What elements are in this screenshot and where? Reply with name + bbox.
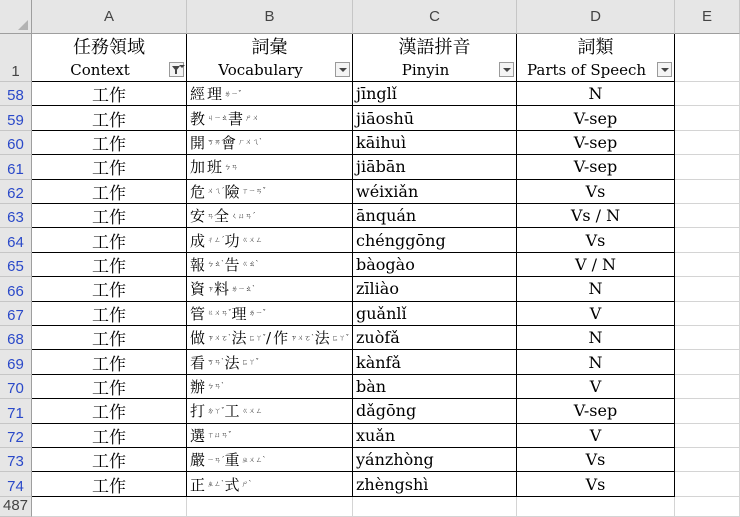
empty-cell[interactable] — [675, 131, 740, 155]
context-cell[interactable]: 工作 — [32, 326, 187, 350]
zhuyin-annotation: ㄢ — [207, 211, 215, 220]
row-header[interactable]: 67 — [0, 302, 32, 326]
part-of-speech-cell[interactable]: N — [517, 82, 675, 106]
header-chinese-label: 詞類 — [577, 37, 614, 58]
context-cell[interactable]: 工作 — [32, 277, 187, 301]
empty-cell[interactable] — [187, 497, 353, 517]
zhuyin-annotation: ㄍㄨㄥ — [241, 236, 263, 245]
vocabulary-cell[interactable] — [187, 106, 353, 130]
part-of-speech-cell[interactable]: N — [517, 277, 675, 301]
pinyin-cell[interactable]: ānquán — [353, 204, 517, 228]
empty-cell[interactable] — [675, 399, 740, 423]
vocab-character: 看 — [190, 353, 208, 372]
vocab-character: 會 — [221, 133, 239, 152]
column-header-b[interactable]: B — [187, 0, 353, 34]
part-of-speech-cell[interactable]: Vs — [517, 448, 675, 472]
context-cell[interactable]: 工作 — [32, 82, 187, 106]
funnel-icon — [172, 65, 182, 75]
empty-cell[interactable] — [675, 375, 740, 399]
column-header-c[interactable]: C — [353, 0, 517, 34]
row-header-footer[interactable]: 487 — [0, 497, 32, 517]
empty-cell[interactable] — [675, 350, 740, 374]
filter-dropdown-button[interactable] — [499, 62, 514, 77]
vocab-character: 全 — [214, 207, 232, 226]
chevron-down-icon — [339, 68, 347, 72]
row-header[interactable]: 68 — [0, 326, 32, 350]
empty-cell[interactable] — [675, 106, 740, 130]
zhuyin-annotation: ㄒㄧㄢˇ — [241, 187, 267, 196]
header-english-label: Pinyin — [401, 61, 450, 79]
zhuyin-annotation: ㄓㄨㄥˋ — [241, 455, 267, 464]
vocabulary-cell[interactable] — [187, 302, 353, 326]
vocab-character: 法 — [314, 329, 332, 348]
empty-cell[interactable] — [675, 448, 740, 472]
zhuyin-annotation: ㄗㄨㄛˋ — [207, 333, 232, 342]
header-english-label: Context — [70, 61, 130, 79]
vocabulary-cell[interactable] — [187, 131, 353, 155]
vocabulary-cell[interactable] — [187, 399, 353, 423]
vocab-character: 正 — [190, 475, 208, 494]
vocabulary-cell[interactable] — [187, 448, 353, 472]
select-all-corner[interactable] — [0, 0, 32, 34]
context-cell[interactable]: 工作 — [32, 155, 187, 179]
context-cell[interactable]: 工作 — [32, 424, 187, 448]
vocab-character: 班 — [207, 158, 225, 177]
vocab-character: 成 — [190, 231, 208, 250]
pinyin-cell[interactable]: jiābān — [353, 155, 517, 179]
filter-dropdown-button[interactable] — [657, 62, 672, 77]
empty-cell[interactable] — [675, 326, 740, 350]
pinyin-cell[interactable]: bàn — [353, 375, 517, 399]
part-of-speech-cell[interactable]: V — [517, 302, 675, 326]
vocab-character: 理 — [207, 85, 225, 104]
column-header-e[interactable]: E — [675, 0, 740, 34]
header-cell-a[interactable] — [32, 34, 187, 82]
vocab-character: 法 — [224, 353, 242, 372]
zhuyin-annotation: ㄈㄚˇ — [331, 333, 350, 342]
vocab-character: 加 — [190, 158, 208, 177]
pinyin-cell[interactable]: wéixiǎn — [353, 180, 517, 204]
vocab-character: 教 — [190, 109, 208, 128]
context-cell[interactable]: 工作 — [32, 448, 187, 472]
vocab-character: 資 — [190, 280, 208, 299]
row-header[interactable]: 74 — [0, 472, 32, 496]
part-of-speech-cell[interactable]: V — [517, 424, 675, 448]
vocab-character: 作 — [273, 329, 291, 348]
vocab-character: 開 — [190, 133, 208, 152]
vocab-character: 做 — [190, 329, 208, 348]
header-cell-b[interactable] — [187, 34, 353, 82]
row-header[interactable]: 61 — [0, 155, 32, 179]
zhuyin-annotation: ㄈㄚˇ — [248, 333, 267, 342]
row-header[interactable]: 59 — [0, 106, 32, 130]
pinyin-cell[interactable]: guǎnlǐ — [353, 302, 517, 326]
context-cell[interactable]: 工作 — [32, 302, 187, 326]
zhuyin-annotation: ㄈㄚˇ — [241, 358, 260, 367]
vocabulary-cell[interactable] — [187, 375, 353, 399]
zhuyin-annotation: ㄅㄢ — [224, 162, 239, 171]
vocab-character: 辦 — [190, 377, 208, 396]
zhuyin-annotation: ㄅㄢˋ — [207, 382, 225, 391]
context-cell[interactable]: 工作 — [32, 180, 187, 204]
pinyin-cell[interactable]: zīliào — [353, 277, 517, 301]
part-of-speech-cell[interactable]: Vs — [517, 180, 675, 204]
context-cell[interactable]: 工作 — [32, 228, 187, 252]
pinyin-cell[interactable]: dǎgōng — [353, 399, 517, 423]
row-header[interactable]: 65 — [0, 253, 32, 277]
empty-cell[interactable] — [675, 155, 740, 179]
column-header-d[interactable]: D — [517, 0, 675, 34]
zhuyin-annotation: ㄗ — [207, 284, 215, 293]
zhuyin-annotation: ㄍㄨㄢˇ — [207, 309, 232, 318]
row-header[interactable]: 58 — [0, 82, 32, 106]
row-header[interactable]: 63 — [0, 204, 32, 228]
header-cell-c[interactable] — [353, 34, 517, 82]
zhuyin-annotation: ㄌㄧㄠˋ — [231, 284, 256, 293]
row-header[interactable]: 60 — [0, 131, 32, 155]
vocab-character: 險 — [224, 182, 242, 201]
part-of-speech-cell[interactable]: Vs — [517, 228, 675, 252]
part-of-speech-cell[interactable]: V-sep — [517, 131, 675, 155]
pinyin-cell[interactable]: yánzhòng — [353, 448, 517, 472]
vocab-character: 式 — [224, 475, 242, 494]
context-cell[interactable]: 工作 — [32, 253, 187, 277]
header-english-label: Vocabulary — [218, 61, 303, 79]
empty-cell[interactable] — [675, 302, 740, 326]
zhuyin-annotation: ㄍㄨㄥ — [241, 406, 263, 415]
vocab-character: 打 — [190, 402, 208, 421]
zhuyin-annotation: ㄓㄥˋ — [207, 480, 225, 489]
vocab-character: 重 — [224, 451, 242, 470]
pinyin-cell[interactable]: chénggōng — [353, 228, 517, 252]
row-header[interactable]: 64 — [0, 228, 32, 252]
vocab-character: 管 — [190, 304, 208, 323]
context-cell[interactable]: 工作 — [32, 131, 187, 155]
header-chinese-label: 任務領域 — [73, 37, 145, 58]
vocab-character: 書 — [228, 109, 246, 128]
empty-cell[interactable] — [517, 497, 675, 517]
zhuyin-annotation: ㄕㄨ — [245, 114, 260, 123]
part-of-speech-cell[interactable]: Vs / N — [517, 204, 675, 228]
zhuyin-annotation: ㄍㄠˋ — [241, 260, 260, 269]
vocabulary-cell[interactable] — [187, 204, 353, 228]
vocabulary-cell[interactable] — [187, 82, 353, 106]
cell-e1[interactable] — [675, 34, 740, 82]
header-english-label: Parts of Speech — [526, 61, 647, 79]
empty-cell[interactable] — [675, 253, 740, 277]
header-cell-d[interactable] — [517, 34, 675, 82]
context-cell[interactable]: 工作 — [32, 472, 187, 496]
vocab-character: 法 — [231, 329, 249, 348]
zhuyin-annotation: ㄔㄥˊ — [207, 236, 225, 245]
vocab-character: 工 — [224, 402, 242, 421]
pinyin-cell[interactable]: jiāoshū — [353, 106, 517, 130]
part-of-speech-cell[interactable]: Vs — [517, 472, 675, 496]
vocabulary-cell[interactable] — [187, 180, 353, 204]
zhuyin-annotation: ㄎㄞ — [207, 138, 222, 147]
pinyin-cell[interactable]: kànfǎ — [353, 350, 517, 374]
pinyin-cell[interactable]: bàogào — [353, 253, 517, 277]
vocab-character: 嚴 — [190, 451, 208, 470]
filter-dropdown-button[interactable] — [335, 62, 350, 77]
filter-active-button[interactable] — [169, 62, 184, 77]
zhuyin-annotation: ㄉㄚˇ — [207, 406, 225, 415]
part-of-speech-cell[interactable]: V / N — [517, 253, 675, 277]
pinyin-cell[interactable]: jīnglǐ — [353, 82, 517, 106]
chevron-down-icon — [503, 68, 511, 72]
empty-cell[interactable] — [675, 82, 740, 106]
part-of-speech-cell[interactable]: V — [517, 375, 675, 399]
context-cell[interactable]: 工作 — [32, 106, 187, 130]
vocab-character: 料 — [214, 280, 232, 299]
zhuyin-annotation: ㄕˋ — [241, 480, 253, 489]
part-of-speech-cell[interactable]: V-sep — [517, 399, 675, 423]
vocabulary-cell[interactable] — [187, 277, 353, 301]
vocabulary-cell[interactable] — [187, 350, 353, 374]
empty-cell[interactable] — [675, 180, 740, 204]
pinyin-cell[interactable]: xuǎn — [353, 424, 517, 448]
zhuyin-annotation: ㄒㄩㄢˇ — [207, 431, 232, 440]
row-header[interactable]: 72 — [0, 424, 32, 448]
vocabulary-cell[interactable] — [187, 253, 353, 277]
vocabulary-cell[interactable] — [187, 228, 353, 252]
row-header-1[interactable]: 1 — [0, 34, 32, 82]
empty-cell[interactable] — [675, 424, 740, 448]
header-chinese-label: 詞彙 — [251, 37, 288, 58]
vocab-character: 經 — [190, 85, 208, 104]
row-header[interactable]: 70 — [0, 375, 32, 399]
vocab-character: 危 — [190, 182, 208, 201]
vocabulary-cell[interactable] — [187, 472, 353, 496]
zhuyin-annotation: ㄅㄠˋ — [207, 260, 225, 269]
vocab-character: 功 — [224, 231, 242, 250]
zhuyin-annotation: ㄏㄨㄟˋ — [238, 138, 263, 147]
context-cell[interactable]: 工作 — [32, 350, 187, 374]
chevron-down-icon — [661, 68, 669, 72]
context-cell[interactable]: 工作 — [32, 399, 187, 423]
zhuyin-annotation: ㄌㄧˇ — [248, 309, 267, 318]
vocabulary-cell[interactable] — [187, 424, 353, 448]
empty-cell[interactable] — [675, 204, 740, 228]
part-of-speech-cell[interactable]: N — [517, 350, 675, 374]
zhuyin-annotation: ㄧㄢˊ — [207, 455, 225, 464]
vocab-character: 安 — [190, 207, 208, 226]
row-header[interactable]: 62 — [0, 180, 32, 204]
vocab-character: / — [266, 328, 274, 347]
vocabulary-cell[interactable] — [187, 155, 353, 179]
empty-cell[interactable] — [675, 472, 740, 496]
row-header[interactable]: 69 — [0, 350, 32, 374]
empty-cell[interactable] — [32, 497, 187, 517]
row-header[interactable]: 66 — [0, 277, 32, 301]
row-header[interactable]: 71 — [0, 399, 32, 423]
header-chinese-label: 漢語拼音 — [398, 37, 471, 58]
part-of-speech-cell[interactable]: N — [517, 326, 675, 350]
zhuyin-annotation: ㄨㄟˊ — [207, 187, 225, 196]
pinyin-cell[interactable]: zuòfǎ — [353, 326, 517, 350]
empty-cell[interactable] — [675, 228, 740, 252]
empty-cell[interactable] — [675, 497, 740, 517]
zhuyin-annotation: ㄑㄩㄢˊ — [231, 211, 256, 220]
row-header[interactable]: 73 — [0, 448, 32, 472]
vocab-character: 報 — [190, 255, 208, 274]
vocab-character: 選 — [190, 426, 208, 445]
zhuyin-annotation: ㄌㄧˇ — [224, 89, 242, 98]
zhuyin-annotation: ㄗㄨㄛˋ — [290, 333, 315, 342]
zhuyin-annotation: ㄎㄢˋ — [207, 358, 225, 367]
vocab-character: 告 — [224, 255, 242, 274]
column-header-a[interactable]: A — [32, 0, 187, 34]
zhuyin-annotation: ㄐㄧㄠ — [207, 114, 229, 123]
context-cell[interactable]: 工作 — [32, 375, 187, 399]
vocab-character: 理 — [231, 304, 249, 323]
empty-cell[interactable] — [353, 497, 517, 517]
part-of-speech-cell[interactable]: V-sep — [517, 155, 675, 179]
pinyin-cell[interactable]: kāihuì — [353, 131, 517, 155]
context-cell[interactable]: 工作 — [32, 204, 187, 228]
part-of-speech-cell[interactable]: V-sep — [517, 106, 675, 130]
empty-cell[interactable] — [675, 277, 740, 301]
pinyin-cell[interactable]: zhèngshì — [353, 472, 517, 496]
vocabulary-cell[interactable] — [187, 326, 353, 350]
